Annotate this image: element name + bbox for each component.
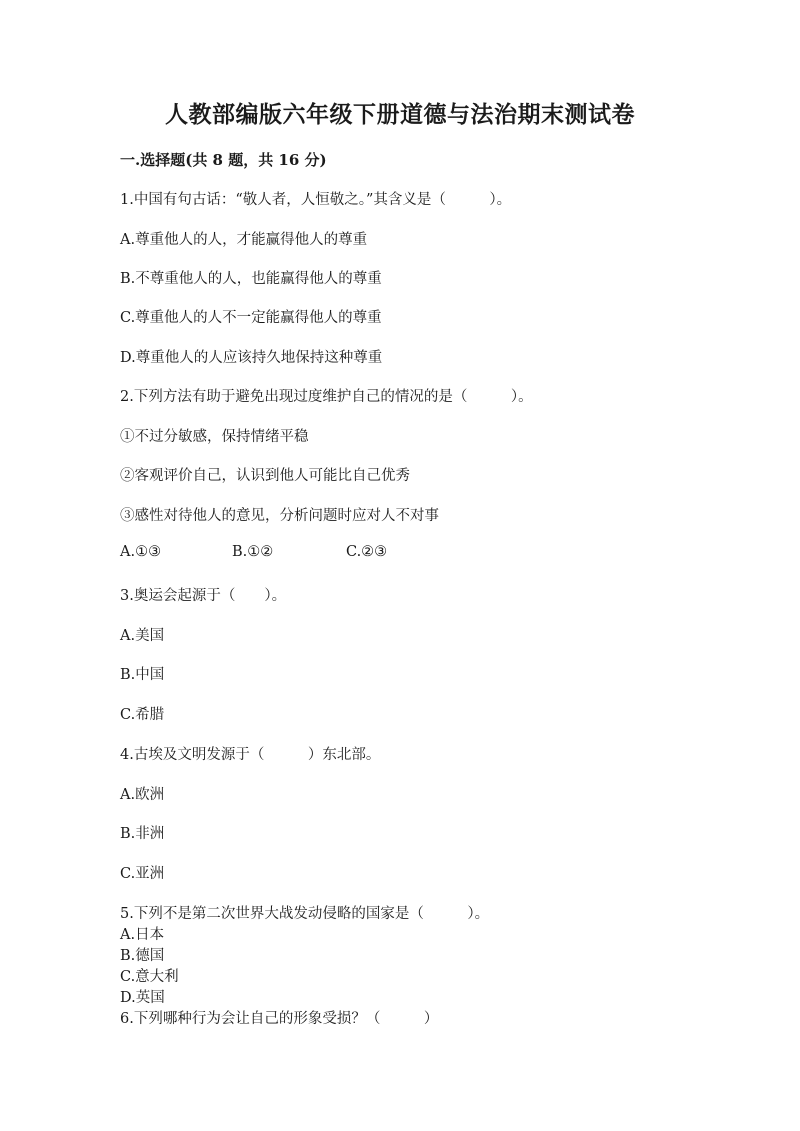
question-4-stem: 4.古埃及文明发源于（ ）东北部。 xyxy=(120,747,381,763)
question-4-option-b: B.非洲 xyxy=(120,826,165,842)
question-4-option-a: A.欧洲 xyxy=(120,787,165,803)
question-1-option-c: C.尊重他人的人不一定能赢得他人的尊重 xyxy=(120,310,382,326)
question-1-stem: 1.中国有句古话：“敬人者，人恒敬之。”其含义是（ ）。 xyxy=(120,192,512,208)
question-5-stem: 5.下列不是第二次世界大战发动侵略的国家是（ ）。 xyxy=(120,906,490,922)
question-2-statement-3: ③感性对待他人的意见，分析问题时应对人不对事 xyxy=(120,508,439,524)
question-2-statement-2: ②客观评价自己，认识到他人可能比自己优秀 xyxy=(120,468,410,484)
question-2-options xyxy=(120,544,387,560)
question-1-option-d: D.尊重他人的人应该持久地保持这种尊重 xyxy=(120,350,383,366)
question-3-option-a: A.美国 xyxy=(120,628,165,644)
question-2-option-a: A.①③ xyxy=(120,544,162,560)
question-2-option-c: C.②③ xyxy=(346,544,388,560)
question-5-option-a: A.日本 xyxy=(120,927,165,943)
question-1-option-b: B.不尊重他人的人，也能赢得他人的尊重 xyxy=(120,271,382,287)
question-6-stem: 6.下列哪种行为会让自己的形象受损？（ ） xyxy=(120,1011,439,1027)
question-3-option-c: C.希腊 xyxy=(120,707,165,723)
question-3-option-b: B.中国 xyxy=(120,667,165,683)
question-2-statement-1: ①不过分敏感，保持情绪平稳 xyxy=(120,429,309,445)
section-heading: 一.选择题(共 8 题，共 16 分) xyxy=(120,151,327,169)
question-3-stem: 3.奥运会起源于（ ）。 xyxy=(120,588,287,604)
question-5-option-c: C.意大利 xyxy=(120,969,179,985)
question-4-option-c: C.亚洲 xyxy=(120,866,165,882)
question-2-stem: 2.下列方法有助于避免出现过度维护自己的情况的是（ ）。 xyxy=(120,389,533,405)
question-5-option-d: D.英国 xyxy=(120,990,165,1006)
question-5-option-b: B.德国 xyxy=(120,948,165,964)
question-2-option-b: B.①② xyxy=(232,544,274,560)
exam-title: 人教部编版六年级下册道德与法治期末测试卷 xyxy=(165,101,635,128)
question-1-option-a: A.尊重他人的人，才能赢得他人的尊重 xyxy=(120,232,368,248)
